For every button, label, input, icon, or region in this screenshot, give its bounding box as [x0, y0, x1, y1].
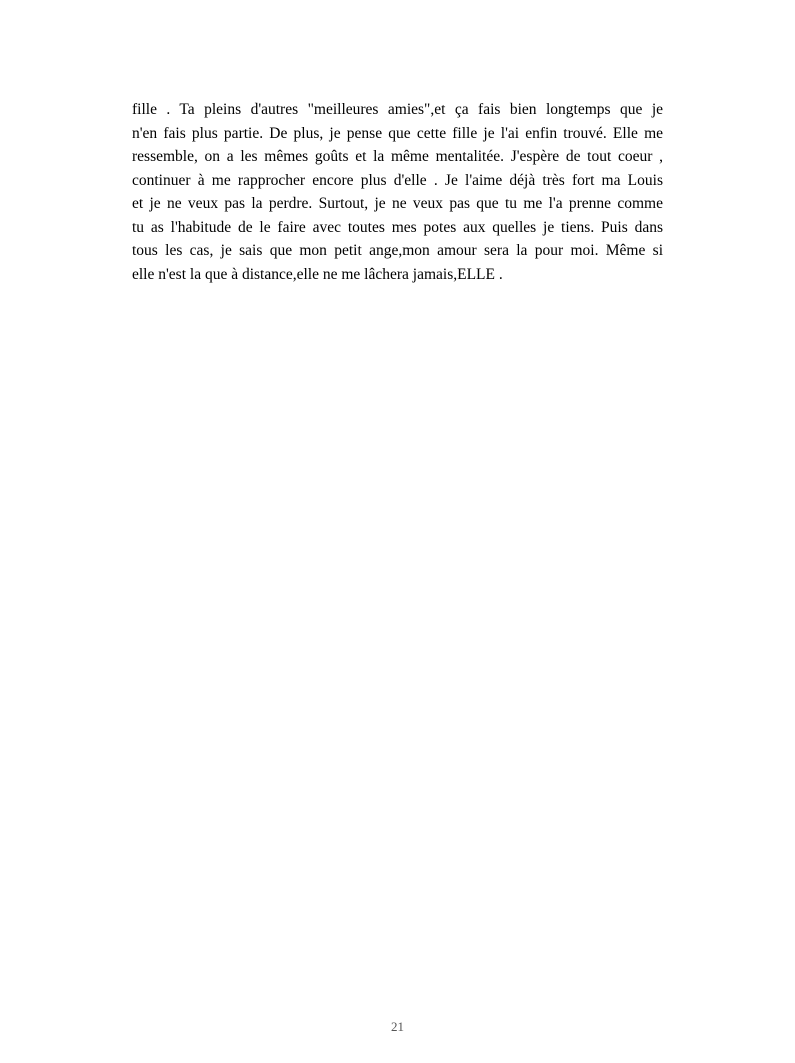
text-line: continuer à me rapprocher encore plus d'elle . Je l'aime déjà très fort ma Louis: [132, 171, 663, 189]
text-line: fille . Ta pleins d'autres "meilleures amies",et ça fais bien longtemps que je: [132, 101, 663, 118]
text-line: et je ne veux pas la perdre. Surtout, je ne veux pas que tu me l'a prenne comme: [132, 195, 663, 212]
text-line: n'en fais plus partie. De plus, je pense que cette fille je l'ai enfin trouvé. Elle me: [132, 124, 663, 142]
text-line: tu as l'habitude de le faire avec toutes mes potes aux quelles je tiens. Puis dans: [132, 218, 663, 236]
text-line: elle n'est la que à distance,elle ne me lâchera jamais,ELLE .: [132, 265, 503, 283]
page-number: 21: [391, 1019, 404, 1034]
body-paragraph: [132, 98, 663, 286]
text-line: tous les cas, je sais que mon petit ange,mon amour sera la pour moi. Même si: [132, 242, 663, 259]
text-line: ressemble, on a les mêmes goûts et la même mentalitée. J'espère de tout coeur ,: [132, 148, 663, 165]
